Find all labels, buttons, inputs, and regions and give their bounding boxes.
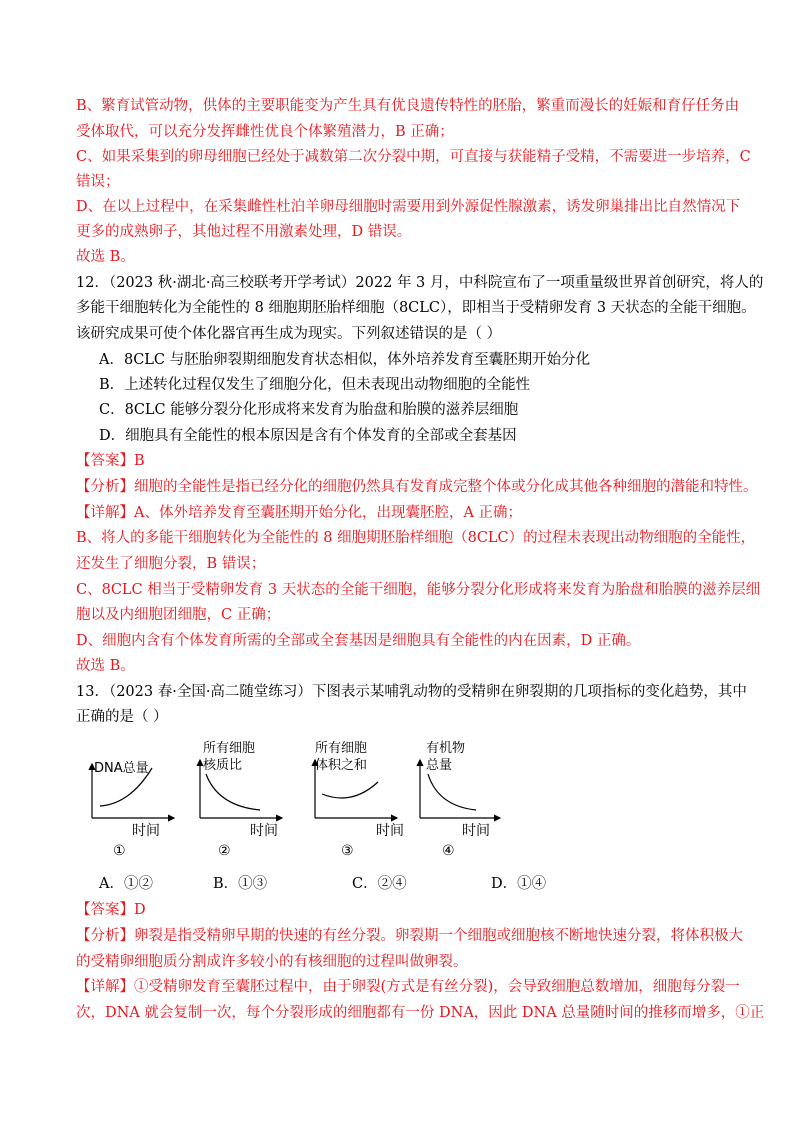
detail-text: ①受精卵发育至囊胚过程中，由于卵裂(方式是有丝分裂)，会导致细胞总数增加，细胞每分裂一 [134,979,740,995]
detail-tag: 【详解】 [76,505,134,521]
graph-1 [92,761,174,859]
detail-tag: 【详解】 [76,979,134,995]
q12-detail-line: C、8CLC 相当于受精卵发育 3 天状态的全能干细胞，能够分裂分化形成将来发育为胎盘和胎膜的滋养层细 [76,582,761,598]
q13-stem-line: 正确的是（ ） [76,709,168,725]
q12-stem-line: 该研究成果可使个体化器官再生成为现实。下列叙述错误的是（ ） [76,326,502,342]
graph-number: ② [218,843,231,859]
q13-graphs [82,740,502,865]
graph-number: ① [113,843,126,859]
answer-value: D [134,902,146,918]
explanation-line: 更多的成熟卵子，其他过程不用激素处理，D 错误。 [76,224,412,240]
graph-xlabel: 时间 [462,823,490,839]
graph-xlabel: 时间 [250,823,278,839]
graph-ylabel: 总量 [426,758,453,773]
q13-answer [76,900,146,920]
q13-detail-line: 次，DNA 就会复制一次，每个分裂形成的细胞都有一份 DNA，因此 DNA 总量随时间的推移而增多，①正 [76,1005,765,1021]
q12-option-c: C．8CLC 能够分裂分化形成将来发育为胎盘和胎膜的滋养层细胞 [99,402,519,418]
trend-curve-decrease [428,774,476,810]
graph-ylabel: 所有细胞 [203,741,256,756]
q12-stem-line: 多能干细胞转化为全能性的 8 细胞期胚胎样细胞（8CLC），即相当于受精卵发育 3 天状态的全能干细胞。 [76,300,756,316]
q13-stem-line: 13．（2023 春·全国·高二随堂练习）下图表示某哺乳动物的受精卵在卵裂期的几项指标的变化趋势，其中 [76,684,747,700]
graph-ylabel: 所有细胞 [315,741,368,756]
q12-analysis [76,477,758,497]
q13-detail [76,977,740,997]
graph-ylabel: 有机物 [426,741,466,756]
trend-curve-dip-rise [322,782,378,798]
q13-figure [82,740,502,865]
q13-analysis-line: 的受精卵细胞质分割成许多较小的有核细胞的过程叫做卵裂。 [76,954,468,970]
q12-option-d: D．细胞具有全能性的根本原因是含有个体发育的全部或全套基因 [99,428,517,444]
q12-detail-line: 还发生了细胞分裂，B 错误； [76,556,266,572]
q12-stem-line: 12．（2023 秋·湖北·高三校联考开学考试）2022 年 3 月，中科院宣布了一项重量级世界首创研究，将人的 [76,275,764,291]
q12-detail-line: B、将人的多能干细胞转化为全能性的 8 细胞期胚胎样细胞（8CLC）的过程未表现出动物细胞的全能性， [76,530,756,546]
detail-text: A、体外培养发育至囊胚期开始分化，出现囊胚腔，A 正确； [134,505,523,521]
q12-option-a: A．8CLC 与胚胎卵裂期细胞发育状态相似，体外培养发育至囊胚期开始分化 [99,352,591,368]
q13-option-c: C．②④ [352,876,407,892]
explanation-line: B、繁育试管动物，供体的主要职能变为产生具有优良遗传特性的胚胎，繁重而漫长的妊娠和育仔任务由 [76,98,740,114]
graph-ylabel: 体积之和 [315,758,368,773]
analysis-tag: 【分析】 [76,928,134,944]
q12-conclusion: 故选 B。 [76,658,135,674]
q13-analysis [76,926,743,946]
graph-number: ④ [442,843,455,859]
explanation-line: 错误； [76,174,120,190]
answer-tag: 【答案】 [76,902,134,918]
q12-detail-line: 胞以及内细胞团细胞，C 正确； [76,607,281,623]
graph-2 [200,741,282,859]
conclusion-line: 故选 B。 [76,249,135,265]
trend-curve-decrease [206,774,260,810]
q12-detail-line: D、细胞内含有个体发育所需的全部或全套基因是细胞具有全能性的内在因素，D 正确。 [76,633,641,649]
q13-option-b: B．①③ [213,876,268,892]
analysis-text: 细胞的全能性是指已经分化的细胞仍然具有发育成完整个体或分化成其他各种细胞的潜能和特性。 [134,479,758,495]
explanation-line: C、如果采集到的卵母细胞已经处于减数第二次分裂中期，可直接与获能精子受精，不需要进一步培养，C [76,149,751,165]
graph-3 [315,741,404,859]
graph-ylabel: 核质比 [203,758,243,773]
graph-ylabel: DNA总量 [94,761,149,776]
q12-answer [76,451,145,471]
graph-4 [420,740,500,859]
q13-option-d: D．①④ [491,876,547,892]
q12-detail [76,503,522,523]
graph-number: ③ [341,843,354,859]
analysis-text: 卵裂是指受精卵早期的快速的有丝分裂。卵裂期一个细胞或细胞核不断地快速分裂，将体积极大 [134,928,743,944]
answer-value: B [134,453,145,469]
graph-xlabel: 时间 [376,823,404,839]
q13-option-a: A．①② [99,876,153,892]
q12-option-b: B．上述转化过程仅发生了细胞分化，但未表现出动物细胞的全能性 [99,377,531,393]
graph-xlabel: 时间 [132,823,160,839]
explanation-line: 受体取代，可以充分发挥雌性优良个体繁殖潜力，B 正确； [76,124,454,140]
answer-tag: 【答案】 [76,453,134,469]
analysis-tag: 【分析】 [76,479,134,495]
explanation-line: D、在以上过程中，在采集雌性杜泊羊卵母细胞时需要用到外源促性腺激素，诱发卵巢排出比自然情况下 [76,199,741,215]
